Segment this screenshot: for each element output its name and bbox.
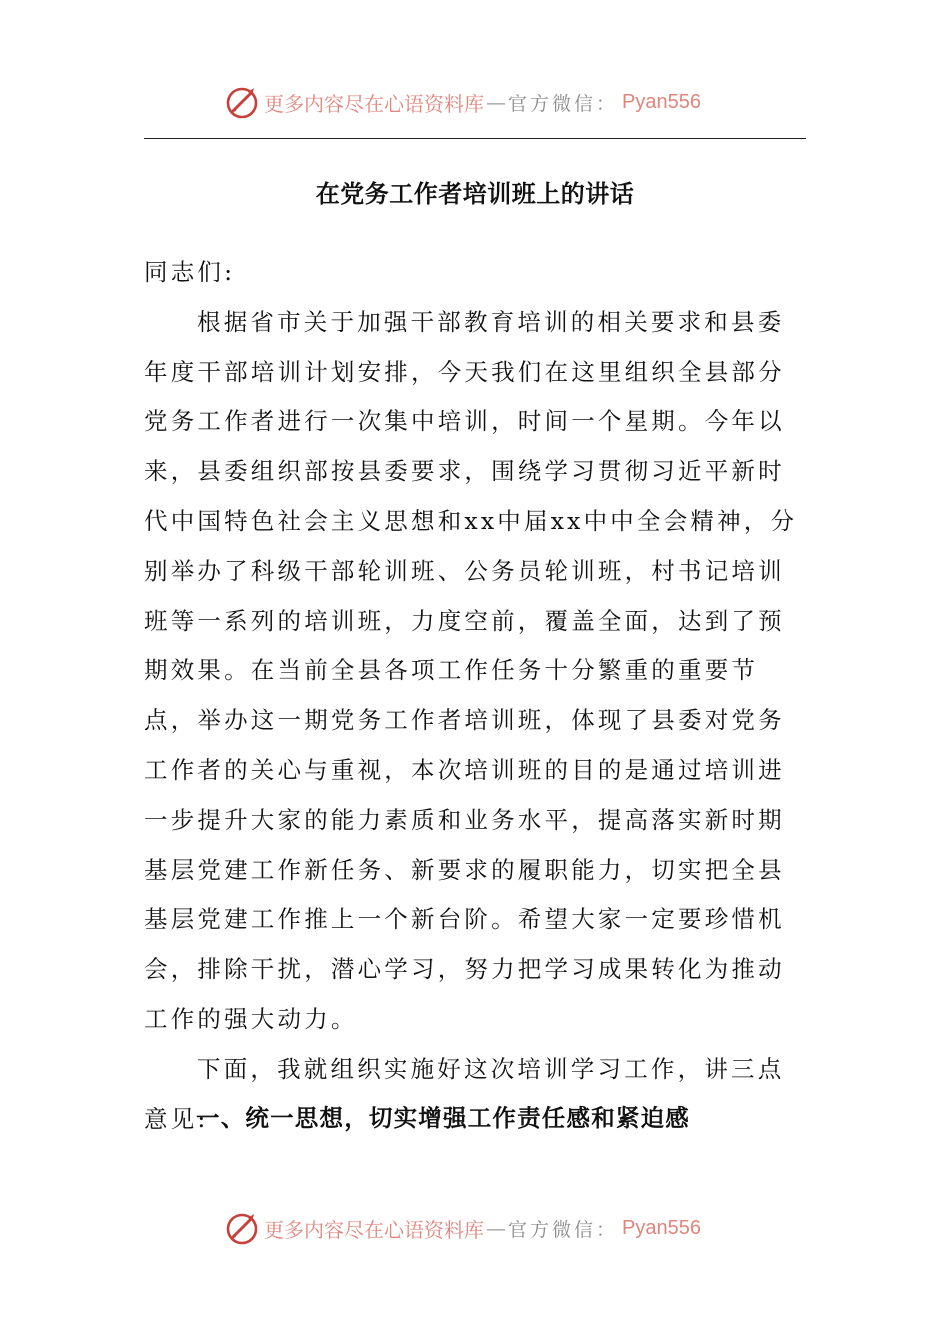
watermark-wechat-label: 官方微信：: [508, 92, 619, 115]
salutation: 同志们:: [144, 258, 236, 286]
header-divider: [144, 138, 806, 139]
paragraph-1: 根据省市关于加强干部教育培训的相关要求和县委年度干部培训计划安排，今天我们在这里组织全县部分党务工作者进行一次集中培训，时间一个星期。今年以来，县委组织部按县委要求，围绕学习贯彻习近平新时代中国特色社会主义思想和xx中届xx中中全会精神，分别举办了科级干部轮训班、公务员轮训班，村书记培训班等一系列的培训班，力度空前，覆盖全面，达到了预期效果。在当前全县各项工作任务十分繁重的重要节点，举办这一期党务工作者培训班，体现了县委对党务工作者的关心与重视，本次培训班的目的是通过培训进一步提升大家的能力素质和业务水平，提高落实新时期基层党建工作新任务、新要求的履职能力，切实把全县基层党建工作推上一个新台阶。希望大家一定要珍惜机会，排除干扰，潜心学习，努力把学习成果转化为推动工作的强大动力。: [144, 307, 798, 1033]
paragraph-2: 下面，我就组织实施好这次培训学习工作，讲三点意见:: [144, 1054, 785, 1133]
footer-watermark: [224, 1208, 744, 1248]
watermark-wechat-id: Pyan556: [622, 90, 701, 113]
watermark-brand-text: 更多内容尽在心语资料库: [264, 1217, 484, 1242]
pen-logo-icon: [224, 1210, 260, 1246]
header-watermark: [224, 82, 744, 122]
watermark-dash: —: [486, 90, 506, 114]
section-heading-1: 一、统一思想，切实增强工作责任感和紧迫感: [196, 1104, 690, 1132]
watermark-brand-text: 更多内容尽在心语资料库: [264, 91, 484, 116]
watermark-dash: —: [486, 1216, 506, 1240]
pen-logo-icon: [224, 84, 260, 120]
document-body: [144, 248, 806, 1144]
watermark-wechat-id: Pyan556: [622, 1216, 701, 1239]
document-title: 在党务工作者培训班上的讲话: [315, 179, 635, 208]
watermark-wechat-label: 官方微信：: [508, 1218, 619, 1241]
